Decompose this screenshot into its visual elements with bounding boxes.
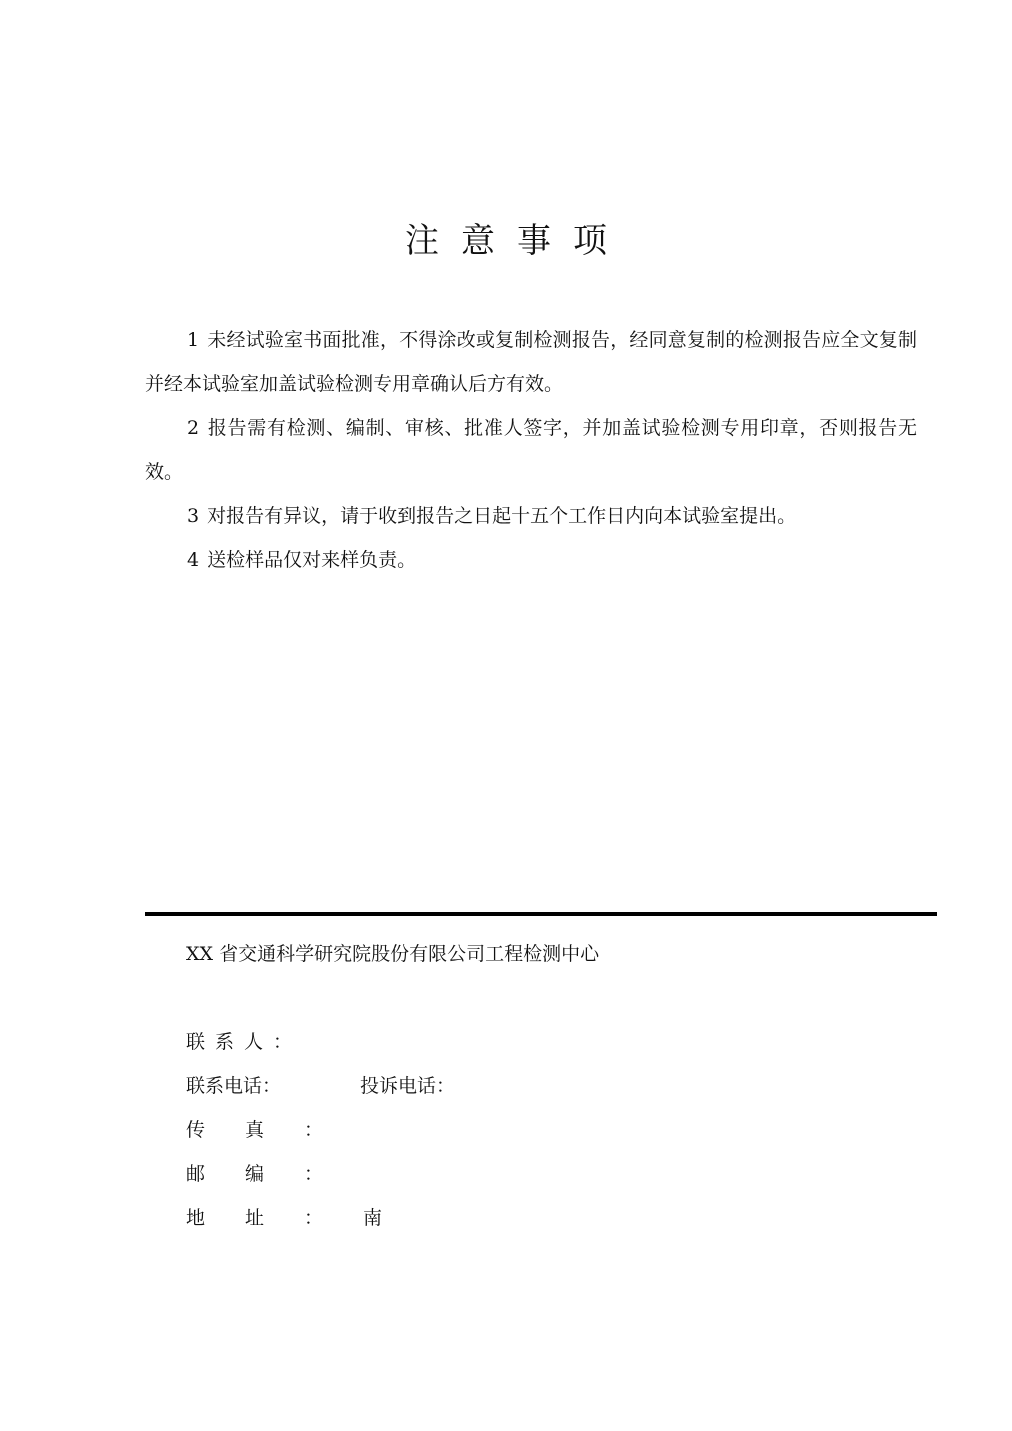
notice-item [145,318,917,406]
notice-text: 报告需有检测、编制、审核、批准人签字，并加盖试验检测专用印章，否则报告无效。 [145,417,917,483]
phone-row [186,1066,456,1110]
notice-text: 未经试验室书面批准，不得涂改或复制检测报告，经同意复制的检测报告应全文复制并经本试验室加盖试验检测专用章确认后方有效。 [145,329,917,395]
postcode-row [186,1154,382,1198]
fax-label: 传真： [186,1119,364,1141]
fax-row [186,1110,382,1154]
notice-item [145,406,917,494]
section-divider [145,912,937,916]
contact-phone-label: 联系电话： [186,1075,282,1097]
notice-text: 对报告有异议，请于收到报告之日起十五个工作日内向本试验室提出。 [207,505,797,527]
notice-number: 1 [187,329,200,351]
organization-name: XX 省交通科学研究院股份有限公司工程检测中心 [186,943,600,965]
contact-info [186,1022,456,1242]
notice-number: 4 [187,549,200,571]
address-label: 地址： [186,1207,364,1229]
contact-person-row [186,1022,382,1066]
notice-number: 2 [187,417,200,439]
address-value: 南 [363,1207,383,1229]
notices-list [145,318,917,582]
notice-item [145,494,917,538]
notice-text: 送检样品仅对来样负责。 [207,549,417,571]
notice-number: 3 [187,505,200,527]
contact-person-label: 联系人： [186,1031,303,1053]
notice-item [145,538,917,582]
complaint-phone-label: 投诉电话： [360,1075,456,1097]
address-row [186,1198,382,1242]
page-title: 注意事项 [405,221,629,261]
postcode-label: 邮编： [186,1163,364,1185]
complaint-phone [360,1066,455,1106]
